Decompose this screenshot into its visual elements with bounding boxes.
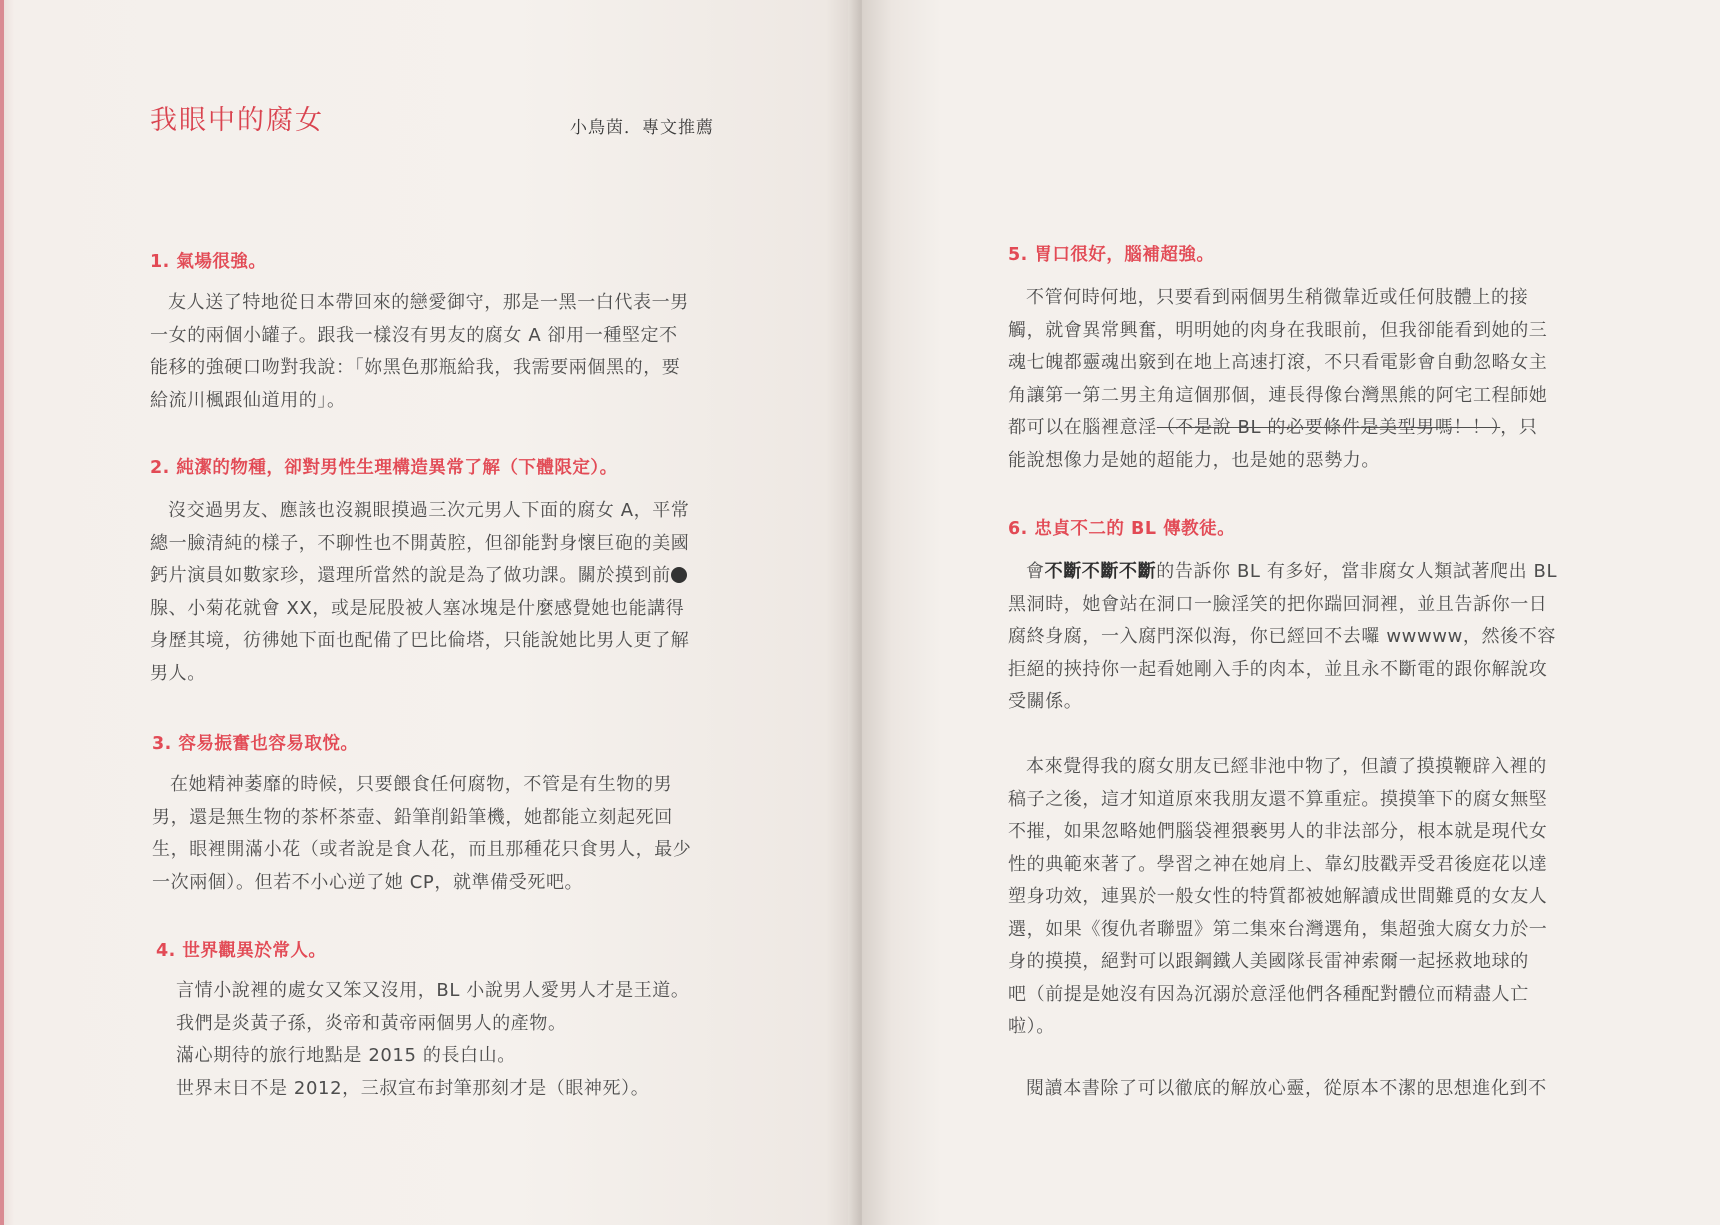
section-heading-6: 6. 忠貞不二的 BL 傳教徒。: [1008, 519, 1236, 539]
section-heading-5: 5. 胃口很好，腦補超強。: [1008, 245, 1215, 265]
section-heading-3: 3. 容易振奮也容易取悅。: [152, 734, 359, 754]
section-body-4: 言情小說裡的處女又笨又沒用，BL 小說男人愛男人才是王道。 我們是炎黃子孫，炎帝和黃帝兩個男人的產物。 滿心期待的旅行地點是 2015 的長白山。 世界末日不是 2012，三叔宣布封筆那刻才是（眼神死）。: [176, 980, 690, 1099]
section-heading-2: 2. 純潔的物種，卻對男性生理構造異常了解（下體限定）。: [150, 458, 618, 478]
section-heading-4: 4. 世界觀異於常人。: [156, 941, 327, 961]
strikethrough-text: （不是說 BL 的必要條件是美型男嗎！！）: [1156, 417, 1501, 438]
section-body-5: 不管何時何地，只要看到兩個男生稍微靠近或任何肢體上的接 觸，就會異常興奮，明明她的肉身在我眼前，但我卻能看到她的三 魂七魄都靈魂出竅到在地上高速打滾，不只看電影會自動忽略女主 角讓第一第二男主角這個那個，連長得像台灣黑熊的阿宅工程師她 都可以在腦裡意淫（不是說 BL 的必要條件是美型男嗎！！），只 能說想像力是她的超能力，也是她的惡勢力。: [1008, 287, 1548, 471]
section-body-3: 在她精神萎靡的時候，只要餵食任何腐物，不管是有生物的男 男，還是無生物的茶杯茶壺、鉛筆削鉛筆機，她都能立刻起死回 生，眼裡開滿小花（或者說是食人花，而且那種花只食男人，最少 一次兩個）。但若不小心逆了她 CP，就準備受死吧。: [152, 774, 692, 893]
closing-line: 閱讀本書除了可以徹底的解放心靈，從原本不潔的思想進化到不: [1026, 1078, 1547, 1099]
page-title: 我眼中的腐女: [150, 105, 324, 136]
body-paragraph: 本來覺得我的腐女朋友已經非池中物了，但讀了摸摸鞭辟入裡的 稿子之後，這才知道原來我朋友還不算重症。摸摸筆下的腐女無堅 不摧，如果忽略她們腦袋裡猥褻男人的非法部分，根本就是現代女 性的典範來著了。學習之神在她肩上、靠幻肢戳弄受君後庭花以達 塑身功效，連異於一般女性的特質都被她解讀成世間難覓的女友人 選，如果《復仇者聯盟》第二集來台灣選角，集超強大腐女力於一 身的摸摸，絕對可以跟鋼鐵人美國隊長雷神索爾一起拯救地球的 吧（前提是她沒有因為沉溺於意淫他們各種配對體位而精盡人亡 啦）。: [1008, 756, 1548, 1037]
section-body-1: 友人送了特地從日本帶回來的戀愛御守，那是一黑一白代表一男 一女的兩個小罐子。跟我一樣沒有男友的腐女 A 卻用一種堅定不 能移的強硬口吻對我說：「妳黑色那瓶給我，我需要兩個黑的，要 給流川楓跟仙道用的」。: [150, 292, 689, 411]
section-body-6: 會不斷不斷不斷的告訴你 BL 有多好，當非腐女人類試著爬出 BL 黑洞時，她會站在洞口一臉淫笑的把你踹回洞裡，並且告訴你一日 腐終身腐，一入腐門深似海，你已經回不去囉 wwwww，然後不容 拒絕的挾持你一起看她剛入手的肉本，並且永不斷電的跟你解說攻 受關係。: [1008, 561, 1558, 712]
right-page: [862, 0, 1720, 1225]
section-body-2: 沒交過男友、應該也沒親眼摸過三次元男人下面的腐女 A，平常 總一臉清純的樣子，不聊性也不開黃腔，但卻能對身懷巨砲的美國 鈣片演員如數家珍，還理所當然的說是為了做功課。關於摸到前 腺、小菊花就會 XX，或是屁股被人塞冰塊是什麼感覺她也能講得 身歷其境，彷彿她下面也配備了巴比倫塔，只能說她比男人更了解 男人。: [150, 500, 690, 684]
section-heading-1: 1. 氣場很強。: [150, 252, 267, 272]
emphasis-text: 不斷不斷不斷: [1044, 561, 1157, 582]
author-byline: 小鳥茵．專文推薦: [570, 118, 714, 138]
black-dot-icon: [671, 567, 687, 583]
